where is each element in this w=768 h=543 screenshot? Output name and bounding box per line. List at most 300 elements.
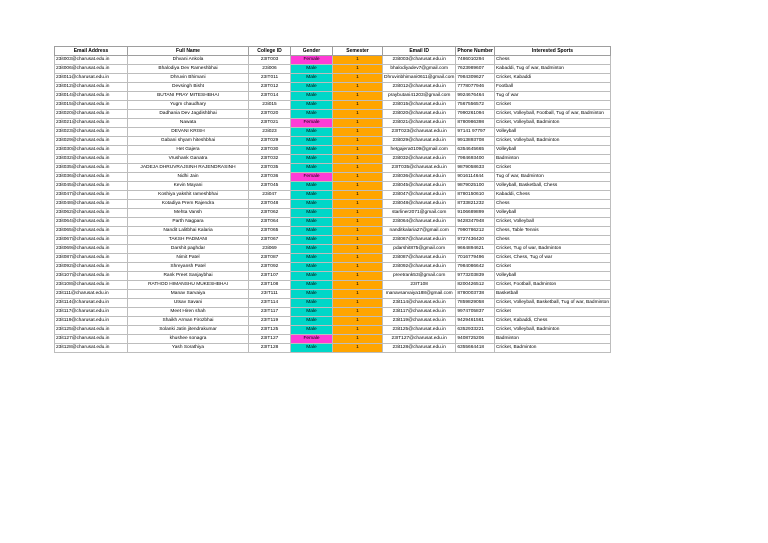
full-name-cell[interactable]: Shreyansh Patel (128, 263, 249, 272)
interested-sports-cell[interactable]: Cricket (494, 308, 610, 317)
email-address-cell[interactable]: 23it029@charusat.edu.in (55, 137, 128, 146)
gender-cell[interactable]: Male (291, 101, 333, 110)
gender-cell[interactable]: Male (291, 92, 333, 101)
college-id-cell[interactable]: 23i023 (249, 128, 291, 137)
gender-cell[interactable]: Male (291, 317, 333, 326)
header-interested-sports[interactable]: Interested Sports (494, 47, 610, 56)
interested-sports-cell[interactable]: Chess (494, 56, 610, 65)
gender-cell[interactable]: Female (291, 56, 333, 65)
interested-sports-cell[interactable]: Basketball (494, 290, 610, 299)
table-row (55, 227, 611, 236)
full-name-cell[interactable]: Kevin Mayani (128, 182, 249, 191)
college-id-cell[interactable]: 23IT092 (249, 263, 291, 272)
semester-cell[interactable]: 1 (333, 335, 383, 344)
college-id-cell[interactable]: 23IT048 (249, 200, 291, 209)
header-semester[interactable]: Semester (333, 47, 383, 56)
phone-number-cell[interactable]: 9879058633 (456, 164, 495, 173)
phone-number-cell[interactable]: 9428347948 (456, 218, 495, 227)
email-id-cell[interactable]: 23it029@charusat.edu.in (383, 137, 456, 146)
table-row (55, 263, 611, 272)
email-address-cell[interactable]: 23it012@charusat.edu.in (55, 83, 128, 92)
phone-number-cell[interactable]: 9106689899 (456, 209, 495, 218)
header-full-name[interactable]: Full Name (128, 47, 249, 56)
full-name-cell[interactable]: JADEJA DHRUVRAJSINH RAJENDRASINH (128, 164, 249, 173)
table-row (55, 254, 611, 263)
semester-cell[interactable]: 1 (333, 281, 383, 290)
email-id-cell[interactable]: pdarshit875@gmail.com (383, 245, 456, 254)
email-id-cell[interactable]: 23it015@charusat.edu.in (383, 101, 456, 110)
table-row (55, 146, 611, 155)
header-email-address[interactable]: Email Address (55, 47, 128, 56)
email-address-cell[interactable]: 23it107@charusat.edu.in (55, 272, 128, 281)
spreadsheet (54, 46, 611, 353)
email-address-cell[interactable]: 23it035@charusat.edu.in (55, 164, 128, 173)
gender-cell[interactable]: Female (291, 335, 333, 344)
email-address-cell[interactable]: 23it014@charusat.edu.in (55, 92, 128, 101)
full-name-cell[interactable]: Mehta Vansh (128, 209, 249, 218)
table-row (55, 101, 611, 110)
semester-cell[interactable]: 1 (333, 317, 383, 326)
interested-sports-cell[interactable]: Cricket, Badminton (494, 344, 610, 353)
semester-cell[interactable]: 1 (333, 191, 383, 200)
interested-sports-cell[interactable]: Cricket, Volleyball, Badminton (494, 326, 610, 335)
full-name-cell[interactable]: Solanki Jatin jitendrakumar (128, 326, 249, 335)
gender-cell[interactable]: Male (291, 83, 333, 92)
semester-cell[interactable]: 1 (333, 272, 383, 281)
semester-cell[interactable]: 1 (333, 227, 383, 236)
email-id-cell[interactable]: nanditkalaria27@gmail.com (383, 227, 456, 236)
interested-sports-cell[interactable]: Volleyball (494, 146, 610, 155)
interested-sports-cell[interactable]: Chess (494, 236, 610, 245)
phone-number-cell[interactable]: 7984693400 (456, 155, 495, 164)
email-address-cell[interactable]: 23it067@charusat.edu.in (55, 236, 128, 245)
interested-sports-cell[interactable]: Badminton (494, 335, 610, 344)
table-row (55, 128, 611, 137)
full-name-cell[interactable]: Utsav Savani (128, 299, 249, 308)
full-name-cell[interactable]: Meet Hiren shah (128, 308, 249, 317)
table-row (55, 299, 611, 308)
email-address-cell[interactable]: 23it064@charusat.edu.in (55, 218, 128, 227)
table-row (55, 281, 611, 290)
interested-sports-cell[interactable]: Chess, Table Tennis (494, 227, 610, 236)
interested-sports-cell[interactable]: Cricket (494, 263, 610, 272)
email-address-cell[interactable]: 23it048@charusat.edu.in (55, 200, 128, 209)
semester-cell[interactable]: 1 (333, 299, 383, 308)
college-id-cell[interactable]: 23IT125 (249, 326, 291, 335)
email-address-cell[interactable]: 23it003@charusat.edu.in (55, 56, 128, 65)
table-row (55, 173, 611, 182)
phone-number-cell[interactable]: 7486010294 (456, 56, 495, 65)
email-address-cell[interactable]: 23it021@charusat.edu.in (55, 119, 128, 128)
college-id-cell[interactable]: 23IT029 (249, 137, 291, 146)
email-address-cell[interactable]: 23it015@charusat.edu.in (55, 101, 128, 110)
phone-number-cell[interactable]: 7859829058 (456, 299, 495, 308)
semester-cell[interactable]: 1 (333, 155, 383, 164)
interested-sports-cell[interactable]: Kabaddi, Chess (494, 191, 610, 200)
email-address-cell[interactable]: 23it011@charusat.edu.in (55, 74, 128, 83)
semester-cell[interactable]: 1 (333, 137, 383, 146)
college-id-cell[interactable]: 23IT036 (249, 173, 291, 182)
college-id-cell[interactable]: 23IT064 (249, 218, 291, 227)
email-address-cell[interactable]: 23it069@charusat.edu.in (55, 245, 128, 254)
interested-sports-cell[interactable]: Football (494, 83, 610, 92)
gender-cell[interactable]: Female (291, 119, 333, 128)
college-id-cell[interactable]: 23IT127 (249, 335, 291, 344)
gender-cell[interactable]: Male (291, 110, 333, 119)
phone-number-cell[interactable]: 7984086642 (456, 263, 495, 272)
interested-sports-cell[interactable]: Chess (494, 200, 610, 209)
email-id-cell[interactable]: 23it064@charusat.edu.in (383, 218, 456, 227)
phone-number-cell[interactable]: 7778077946 (456, 83, 495, 92)
email-id-cell[interactable]: 23it045@charusat.edu.in (383, 182, 456, 191)
phone-number-cell[interactable]: 8780003738 (456, 290, 495, 299)
email-id-cell[interactable]: 23it047@charusat.edu.in (383, 191, 456, 200)
semester-cell[interactable]: 1 (333, 200, 383, 209)
email-id-cell[interactable]: 23it087@charusat.edu.in (383, 254, 456, 263)
gender-cell[interactable]: Male (291, 326, 333, 335)
email-address-cell[interactable]: 23it047@charusat.edu.in (55, 191, 128, 200)
interested-sports-cell[interactable]: Kabaddi, Tug of war, Badminton (494, 65, 610, 74)
full-name-cell[interactable]: RATHOD HIMANSHU MUKESHBHAI (128, 281, 249, 290)
email-id-cell[interactable]: Dhruvinbhimani0611@gmail.com (383, 74, 456, 83)
phone-number-cell[interactable]: 8733821232 (456, 200, 495, 209)
college-id-cell[interactable]: 23IT014 (249, 92, 291, 101)
full-name-cell[interactable]: BUTANI PRAY MITESHBHAI (128, 92, 249, 101)
full-name-cell[interactable]: Vrushank Ganatra (128, 155, 249, 164)
email-id-cell[interactable]: 23it003@charusat.edu.in (383, 56, 456, 65)
email-address-cell[interactable]: 23it087@charusat.edu.in (55, 254, 128, 263)
phone-number-cell[interactable]: 6354645665 (456, 146, 495, 155)
full-name-cell[interactable]: Yugm chaudhary (128, 101, 249, 110)
interested-sports-cell[interactable]: Tug of war (494, 92, 610, 101)
phone-number-cell[interactable]: 7984309627 (456, 74, 495, 83)
phone-number-cell[interactable]: 9913893708 (456, 137, 495, 146)
header-gender[interactable]: Gender (291, 47, 333, 56)
semester-cell[interactable]: 1 (333, 254, 383, 263)
email-id-cell[interactable]: praybutani41203@gmail.com (383, 92, 456, 101)
full-name-cell[interactable]: Dhruvin Bhimani (128, 74, 249, 83)
email-address-cell[interactable]: 23it023@charusat.edu.in (55, 128, 128, 137)
email-address-cell[interactable]: 23it111@charusat.edu.in (55, 290, 128, 299)
interested-sports-cell[interactable]: Cricket, Volleyball, Badminton (494, 119, 610, 128)
email-id-cell[interactable]: 23it119@charusat.edu.in (383, 317, 456, 326)
college-id-cell[interactable]: 23IT045 (249, 182, 291, 191)
semester-cell[interactable]: 1 (333, 209, 383, 218)
full-name-cell[interactable]: Nimit Patel (128, 254, 249, 263)
phone-number-cell[interactable]: 7990786212 (456, 227, 495, 236)
header-email-id[interactable]: Email ID (383, 47, 456, 56)
header-phone-number[interactable]: Phone Number (457, 48, 493, 54)
full-name-cell[interactable]: Kotadiya Prem Rajendra (128, 200, 249, 209)
email-address-cell[interactable]: 23it127@charusat.edu.in (55, 335, 128, 344)
semester-cell[interactable]: 1 (333, 146, 383, 155)
college-id-cell[interactable]: 23IT114 (249, 299, 291, 308)
table-row (55, 74, 611, 83)
gender-cell[interactable]: Male (291, 164, 333, 173)
phone-number-cell[interactable]: 9727436420 (456, 236, 495, 245)
table-row (55, 272, 611, 281)
gender-cell[interactable]: Male (291, 182, 333, 191)
interested-sports-cell[interactable]: Volleyball, Basketball, Chess (494, 182, 610, 191)
college-id-cell[interactable]: 23IT035 (249, 164, 291, 173)
gender-cell[interactable]: Male (291, 128, 333, 137)
full-name-cell[interactable]: Devsingh Bisht (128, 83, 249, 92)
full-name-cell[interactable]: DEVANI KRISH (128, 128, 249, 137)
semester-cell[interactable]: 1 (333, 326, 383, 335)
email-address-cell[interactable]: 23it108@charusat.edu.in (55, 281, 128, 290)
email-id-cell[interactable]: 23IT108 (383, 281, 456, 290)
email-id-cell[interactable]: 23it114@charusat.edu.in (383, 299, 456, 308)
table-row (55, 164, 611, 173)
gender-cell[interactable]: Male (291, 155, 333, 164)
semester-cell[interactable]: 1 (333, 218, 383, 227)
interested-sports-cell[interactable]: Cricket, Tug of war, Badminton (494, 245, 610, 254)
email-id-cell[interactable]: 23IT023@charusat.edu.in (383, 128, 456, 137)
email-id-cell[interactable]: 23it012@charusat.edu.in (383, 83, 456, 92)
interested-sports-cell[interactable]: Cricket, Volleyball, Football, Tug of war, Badminton (494, 110, 610, 119)
interested-sports-cell[interactable]: Cricket, Volleyball (494, 218, 610, 227)
email-id-cell[interactable]: 23it067@charusat.edu.in (383, 236, 456, 245)
full-name-cell[interactable]: Koshiya yakshit rameshbhai (128, 191, 249, 200)
email-address-cell[interactable]: 23it006@charusat.edu.in (55, 65, 128, 74)
phone-number-cell[interactable]: 9974705837 (456, 308, 495, 317)
email-id-cell[interactable]: starliner2071@gmail.com (383, 209, 456, 218)
college-id-cell[interactable]: 23IT021 (249, 119, 291, 128)
semester-cell[interactable]: 1 (333, 92, 383, 101)
email-id-cell[interactable]: bhalodiyadev7@gmail.com (383, 65, 456, 74)
college-id-cell[interactable]: 23IT119 (249, 317, 291, 326)
gender-cell[interactable]: Male (291, 236, 333, 245)
interested-sports-cell[interactable]: Cricket, Chess, Tug of war (494, 254, 610, 263)
full-name-cell[interactable]: Yash Sorathiya (128, 344, 249, 353)
table-row (55, 83, 611, 92)
semester-cell[interactable]: 1 (333, 74, 383, 83)
college-id-cell[interactable]: 23IT062 (249, 209, 291, 218)
gender-cell[interactable]: Male (291, 74, 333, 83)
phone-number-cell[interactable]: 9016114644 (456, 173, 495, 182)
gender-cell[interactable]: Male (291, 308, 333, 317)
email-id-cell[interactable]: 23it117@charusat.edu.in (383, 308, 456, 317)
semester-cell[interactable]: 1 (333, 119, 383, 128)
table-row (55, 326, 611, 335)
phone-number-cell[interactable]: 7016779496 (456, 254, 495, 263)
semester-cell[interactable]: 1 (333, 101, 383, 110)
email-id-cell[interactable]: 23it020@charusat.edu.in (383, 110, 456, 119)
full-name-cell[interactable]: Manav Sarvaiya (128, 290, 249, 299)
full-name-cell[interactable]: Darshit paghdar (128, 245, 249, 254)
email-address-cell[interactable]: 23it128@charusat.edu.in (55, 344, 128, 353)
table-row (55, 65, 611, 74)
college-id-cell[interactable]: 23IT067 (249, 236, 291, 245)
gender-cell[interactable]: Male (291, 344, 333, 353)
email-id-cell[interactable]: 23it125@charusat.edu.in (383, 326, 456, 335)
full-name-cell[interactable]: Bhalodiya Dev Rameshbhai (128, 65, 249, 74)
gender-cell[interactable]: Male (291, 299, 333, 308)
table-row (55, 245, 611, 254)
email-id-cell[interactable]: preetrank53@gmail.com (383, 272, 456, 281)
gender-cell[interactable]: Male (291, 254, 333, 263)
email-id-cell[interactable]: 23it036@charusat.edu.in (383, 173, 456, 182)
gender-cell[interactable]: Male (291, 218, 333, 227)
gender-cell[interactable]: Male (291, 263, 333, 272)
semester-cell[interactable]: 1 (333, 164, 383, 173)
table-row (55, 119, 611, 128)
email-id-cell[interactable]: manavsarvaiya188@gmail.com (383, 290, 456, 299)
phone-number-cell[interactable]: 9924676464 (456, 92, 495, 101)
interested-sports-cell[interactable]: Cricket, Football, Badminton (494, 281, 610, 290)
semester-cell[interactable]: 1 (333, 56, 383, 65)
full-name-cell[interactable]: Shaikh Arman Firozbhai (128, 317, 249, 326)
email-address-cell[interactable]: 23it065@charusat.edu.in (55, 227, 128, 236)
email-id-cell[interactable]: 23IT035@charusat.edu.in (383, 164, 456, 173)
phone-number-cell[interactable]: 9664894621 (456, 245, 495, 254)
gender-cell[interactable]: Male (291, 191, 333, 200)
gender-cell[interactable]: Male (291, 146, 333, 155)
semester-cell[interactable]: 1 (333, 173, 383, 182)
table-row (55, 236, 611, 245)
interested-sports-cell[interactable]: Tug of war, Badminton (494, 173, 610, 182)
phone-number-cell[interactable]: 6355664418 (456, 344, 495, 353)
college-id-cell[interactable]: 23IT011 (249, 74, 291, 83)
semester-cell[interactable]: 1 (333, 290, 383, 299)
email-id-cell[interactable]: 23it032@charusat.edu.in (383, 155, 456, 164)
full-name-cell[interactable]: Dadhania Dev Jagdishbhai (128, 110, 249, 119)
gender-cell[interactable]: Female (291, 173, 333, 182)
phone-number-cell[interactable]: 8780150610 (456, 191, 495, 200)
semester-cell[interactable]: 1 (333, 182, 383, 191)
table-row (55, 344, 611, 353)
gender-cell[interactable]: Male (291, 290, 333, 299)
email-id-cell[interactable]: 23it021@charusat.edu.in (383, 119, 456, 128)
phone-number-cell[interactable]: 97141 97797 (456, 128, 495, 137)
college-id-cell[interactable]: 23i047 (249, 191, 291, 200)
gender-cell[interactable]: Male (291, 137, 333, 146)
semester-cell[interactable]: 1 (333, 236, 383, 245)
header-row (55, 47, 611, 56)
college-id-cell[interactable]: 23IT117 (249, 308, 291, 317)
full-name-cell[interactable]: khushee sonagra (128, 335, 249, 344)
table-row (55, 308, 611, 317)
email-address-cell[interactable]: 23it119@charusat.edu.in (55, 317, 128, 326)
email-address-cell[interactable]: 23it036@charusat.edu.in (55, 173, 128, 182)
phone-number-cell[interactable]: 6352933221 (456, 326, 495, 335)
full-name-cell[interactable]: Nidhi Jain (128, 173, 249, 182)
email-id-cell[interactable]: 23IT127@charusat.edu.in (383, 335, 456, 344)
gender-cell[interactable]: Male (291, 227, 333, 236)
college-id-cell[interactable]: 23IT108 (249, 281, 291, 290)
table-row (55, 290, 611, 299)
table-body (55, 56, 611, 353)
gender-cell[interactable]: Male (291, 209, 333, 218)
email-id-cell[interactable]: hetgajera0109@gmail.com (383, 146, 456, 155)
phone-number-cell[interactable]: 9408725206 (456, 335, 495, 344)
gender-cell[interactable]: Male (291, 245, 333, 254)
gender-cell[interactable]: Male (291, 200, 333, 209)
college-id-cell[interactable]: 23i015 (249, 101, 291, 110)
email-id-cell[interactable]: 23it092@charusat.edu.in (383, 263, 456, 272)
college-id-cell[interactable]: 23IT020 (249, 110, 291, 119)
interested-sports-cell[interactable]: Cricket (494, 164, 610, 173)
full-name-cell[interactable]: Het Gajera (128, 146, 249, 155)
semester-cell[interactable]: 1 (333, 128, 383, 137)
college-id-cell[interactable]: 23IT032 (249, 155, 291, 164)
phone-number-cell[interactable]: 8200426512 (456, 281, 495, 290)
email-address-cell[interactable]: 23it117@charusat.edu.in (55, 308, 128, 317)
email-address-cell[interactable]: 23it020@charusat.edu.in (55, 110, 128, 119)
college-id-cell[interactable]: 23IT065 (249, 227, 291, 236)
interested-sports-cell[interactable]: Cricket, Volleyball, Basketball, Tug of war, Badminton (494, 299, 610, 308)
table-row (55, 110, 611, 119)
phone-number-cell[interactable]: 9879025100 (456, 182, 495, 191)
full-name-cell[interactable]: TAKSH PADMANI (128, 236, 249, 245)
full-name-cell[interactable]: Nawata (128, 119, 249, 128)
interested-sports-cell[interactable]: Cricket (494, 101, 610, 110)
college-id-cell[interactable]: 23IT030 (249, 146, 291, 155)
email-address-cell[interactable]: 23it032@charusat.edu.in (55, 155, 128, 164)
interested-sports-cell[interactable]: Cricket, Kabaddi, Chess (494, 317, 610, 326)
phone-number-cell[interactable]: 7990261094 (456, 110, 495, 119)
table-row (55, 155, 611, 164)
gender-cell[interactable]: Male (291, 281, 333, 290)
email-address-cell[interactable]: 23it045@charusat.edu.in (55, 182, 128, 191)
interested-sports-cell[interactable]: Badminton (494, 155, 610, 164)
email-address-cell[interactable]: 23it062@charusat.edu.in (55, 209, 128, 218)
college-id-cell[interactable]: 23IT128 (249, 344, 291, 353)
college-id-cell[interactable]: 23IT111 (249, 290, 291, 299)
phone-number-cell[interactable]: 8780986398 (456, 119, 495, 128)
gender-cell[interactable]: Male (291, 65, 333, 74)
interested-sports-cell[interactable]: Cricket, Volleyball, Badminton (494, 137, 610, 146)
phone-number-cell[interactable]: 7623989607 (456, 65, 495, 74)
phone-number-cell[interactable]: 7567556572 (456, 101, 495, 110)
full-name-cell[interactable]: Dhvani Ankola (128, 56, 249, 65)
college-id-cell[interactable]: 23i006 (249, 65, 291, 74)
table-row (55, 200, 611, 209)
semester-cell[interactable]: 1 (333, 263, 383, 272)
interested-sports-cell[interactable]: Volleyball (494, 209, 610, 218)
phone-number-cell[interactable]: 9773203839 (456, 272, 495, 281)
interested-sports-cell[interactable]: Volleyball (494, 128, 610, 137)
college-id-cell[interactable]: 23IT087 (249, 254, 291, 263)
semester-cell[interactable]: 1 (333, 245, 383, 254)
semester-cell[interactable]: 1 (333, 308, 383, 317)
table-row (55, 218, 611, 227)
full-name-cell[interactable]: Gabani shyam hiteshbhai (128, 137, 249, 146)
header-college-id[interactable]: College ID (249, 47, 291, 56)
college-id-cell[interactable]: 23IT012 (249, 83, 291, 92)
semester-cell[interactable]: 1 (333, 83, 383, 92)
interested-sports-cell[interactable]: Cricket, Kabaddi (494, 74, 610, 83)
email-address-cell[interactable]: 23it114@charusat.edu.in (55, 299, 128, 308)
interested-sports-cell[interactable]: Volleyball (494, 272, 610, 281)
college-id-cell[interactable]: 23IT003 (249, 56, 291, 65)
full-name-cell[interactable]: Parth Nagpara (128, 218, 249, 227)
email-address-cell[interactable]: 23it030@charusat.edu.in (55, 146, 128, 155)
email-id-cell[interactable]: 23it128@charusat.edu.in (383, 344, 456, 353)
email-id-cell[interactable]: 23it048@charusat.edu.in (383, 200, 456, 209)
college-id-cell[interactable]: 23i069 (249, 245, 291, 254)
gender-cell[interactable]: Male (291, 272, 333, 281)
full-name-cell[interactable]: Rank Preet Sanjaybhai (128, 272, 249, 281)
semester-cell[interactable]: 1 (333, 344, 383, 353)
email-address-cell[interactable]: 23it092@charusat.edu.in (55, 263, 128, 272)
full-name-cell[interactable]: Nandit Lalitbhai Kalaria (128, 227, 249, 236)
phone-number-cell[interactable]: 9429461561 (456, 317, 495, 326)
semester-cell[interactable]: 1 (333, 65, 383, 74)
email-address-cell[interactable]: 23it125@charusat.edu.in (55, 326, 128, 335)
semester-cell[interactable]: 1 (333, 110, 383, 119)
college-id-cell[interactable]: 23IT107 (249, 272, 291, 281)
